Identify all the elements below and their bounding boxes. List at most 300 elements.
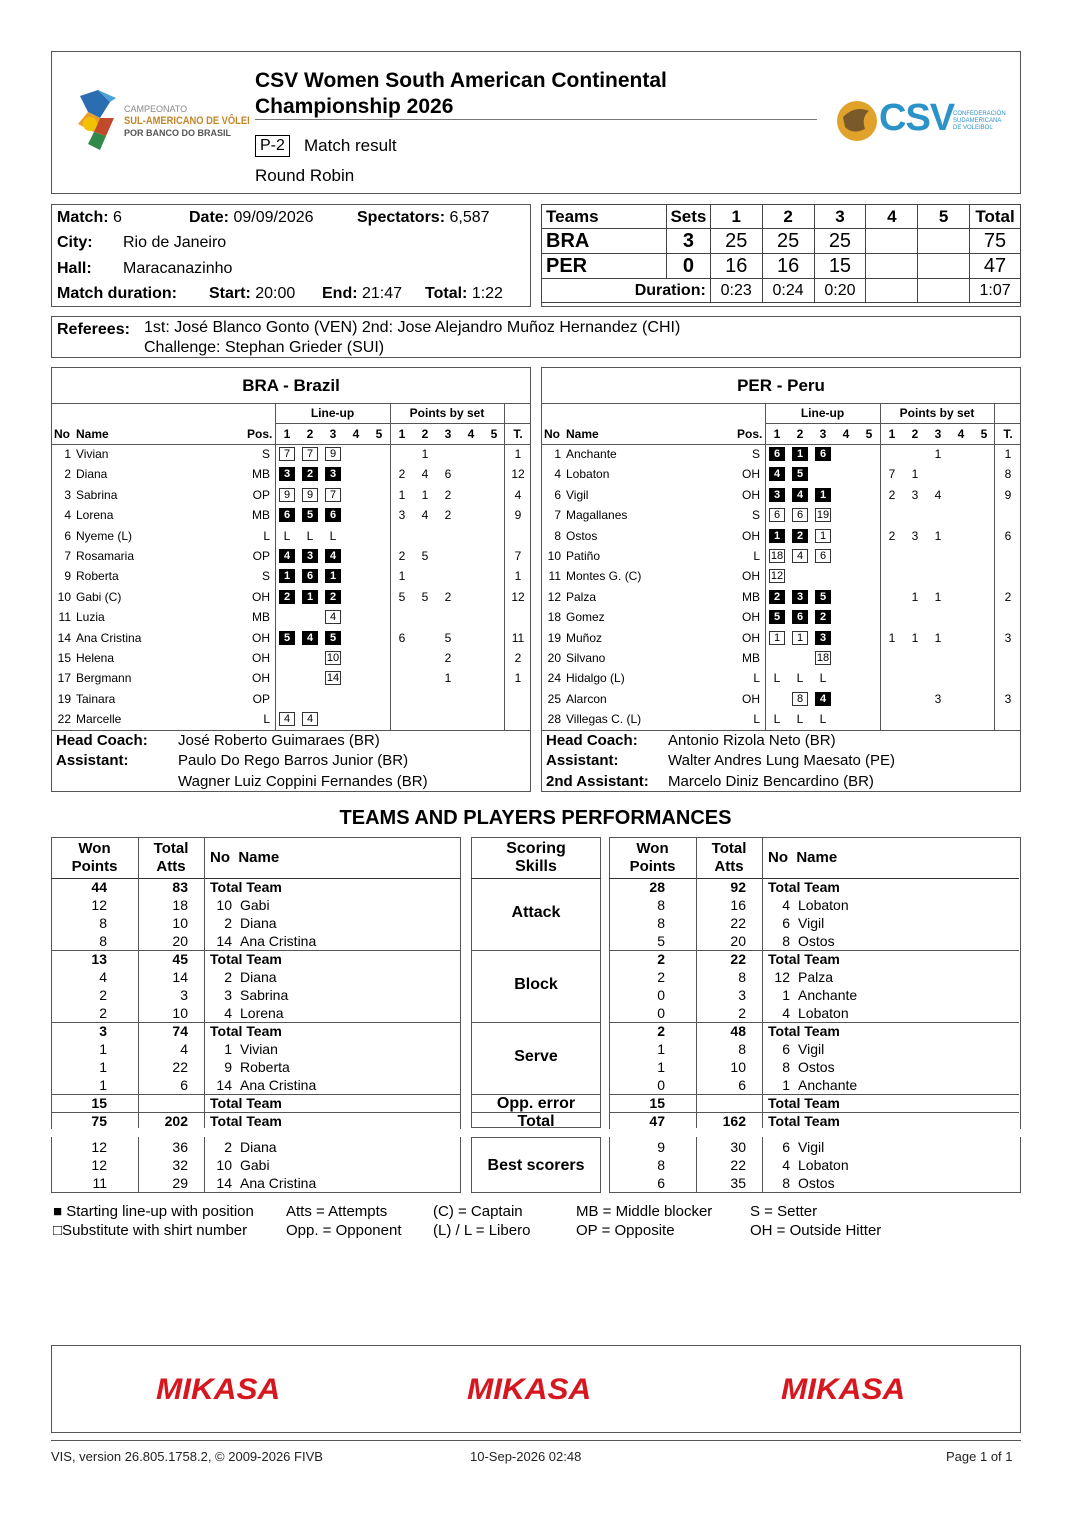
table-rule (51, 403, 531, 404)
player-number: 4 (64, 508, 71, 523)
won-points: 2 (657, 1023, 665, 1039)
set-duration: 0:23 (710, 279, 762, 303)
won-points: 12 (91, 1139, 107, 1155)
result-hdr-set2: 2 (762, 205, 814, 229)
total-attempts: 74 (172, 1023, 188, 1039)
csv-sub-1: CONFEDERACIÓN (953, 111, 1006, 117)
won-header-line1: Won (78, 840, 111, 857)
player-number: 4 (554, 467, 561, 482)
total-attempts: 6 (180, 1077, 188, 1093)
city-value: Rio de Janeiro (123, 234, 227, 251)
player-name: Vigil (798, 1041, 825, 1057)
team-label: Total Team (768, 951, 840, 967)
points-in-set: 2 (444, 589, 452, 604)
atts-header-line2: Atts (714, 858, 744, 875)
player-number: 1 (782, 987, 790, 1003)
points-in-set: 4 (421, 467, 429, 482)
substitute-number: 12 (770, 570, 784, 583)
player-total-points: 4 (514, 487, 522, 502)
starting-position: 6 (792, 610, 808, 624)
player-number: 2 (224, 915, 232, 931)
team-total-row (51, 1112, 461, 1130)
starting-position: 2 (325, 590, 341, 604)
page-title (255, 68, 815, 120)
second-assistant-name: Wagner Luiz Coppini Fernandes (BR) (178, 773, 428, 790)
player-perf-row (51, 1004, 461, 1022)
bra-team-title: BRA - Brazil (242, 376, 340, 395)
result-hdr-set1: 1 (710, 205, 762, 229)
team-total-row (609, 950, 1019, 968)
player-row (541, 587, 1021, 607)
player-name: Montes G. (C) (566, 569, 642, 584)
result-hdr-sets: Sets (667, 205, 711, 229)
player-row (51, 526, 531, 546)
result-hdr-set3: 3 (814, 205, 866, 229)
col-header-name: Name (76, 427, 109, 441)
points-in-set: 1 (934, 528, 942, 543)
col-header-lineup-set: 4 (352, 427, 360, 441)
player-row (51, 566, 531, 586)
player-name: Anchante (798, 987, 858, 1003)
starting-position: 6 (769, 447, 785, 461)
player-position: OP (252, 487, 270, 502)
points-in-set: 3 (398, 508, 406, 523)
player-number: 2 (64, 467, 71, 482)
result-duration-row (542, 279, 1021, 303)
points-in-set: 1 (888, 630, 896, 645)
starting-position: 4 (279, 549, 295, 563)
player-name: Diana (76, 467, 108, 482)
player-position: S (751, 508, 760, 523)
legend-item: (L) / L = Libero (433, 1222, 531, 1239)
referees-line-1: 1st: José Blanco Gonto (VEN) 2nd: Jose Alejandro Muñoz Hernandez (CHI) (144, 319, 681, 336)
group-rule (471, 950, 601, 951)
won-points: 0 (657, 1005, 665, 1021)
title-rule (255, 119, 817, 120)
player-number: 11 (548, 569, 561, 584)
col-header-lineup-set: 1 (283, 427, 291, 441)
player-name: Anchante (566, 447, 617, 461)
team-label: Total Team (210, 1023, 282, 1039)
col-header-lineup-set: 4 (842, 427, 850, 441)
legend-item: Atts = Attempts (286, 1203, 388, 1220)
col-header-lineup-set: 3 (329, 427, 337, 441)
player-number: 25 (547, 691, 561, 706)
player-position: OH (742, 630, 760, 645)
player-row (541, 689, 1021, 709)
player-total-points: 9 (1004, 487, 1012, 502)
player-number: 15 (57, 651, 71, 665)
libero-mark: L (819, 671, 827, 686)
starting-position: 1 (302, 590, 318, 604)
result-set-score: 25 (710, 229, 762, 254)
head-coach-label: Head Coach: (546, 732, 638, 749)
player-position: OP (252, 549, 270, 563)
total-attempts: 22 (730, 915, 746, 931)
player-total-points: 6 (1004, 528, 1012, 543)
starting-position: 6 (279, 508, 295, 522)
col-header-lineup-set: 5 (375, 427, 383, 441)
player-name: Vigil (798, 1139, 825, 1155)
player-number: 3 (224, 987, 232, 1003)
footer-rule (51, 1440, 1021, 1441)
player-name: Roberta (76, 569, 119, 584)
substitute-number: 18 (816, 652, 830, 664)
col-header-pos: Pos. (737, 427, 763, 441)
legend-item: (C) = Captain (433, 1203, 523, 1220)
substitute-number: 4 (302, 712, 318, 726)
col-header-points-set: 5 (980, 427, 988, 441)
starting-position: 6 (325, 508, 341, 522)
won-points: 1 (657, 1059, 665, 1075)
player-name: Hidalgo (L) (566, 671, 625, 686)
skill-attack: Attack (511, 904, 561, 921)
assistant-coach-label: Assistant: (546, 752, 619, 769)
player-number: 7 (64, 549, 71, 563)
team-total-row (609, 878, 1019, 896)
match-number-row (57, 208, 122, 228)
player-row (51, 668, 531, 688)
result-sets: 3 (667, 229, 711, 254)
table-rule (275, 423, 531, 424)
player-position: L (263, 528, 270, 543)
player-position: OH (252, 671, 270, 686)
player-number: 17 (57, 671, 71, 686)
player-number: 11 (58, 610, 71, 625)
player-name: Rosamaria (76, 549, 135, 563)
player-row (51, 587, 531, 607)
player-number: 6 (554, 487, 561, 502)
player-number: 28 (547, 712, 561, 727)
won-points: 3 (99, 1023, 107, 1039)
no-name-header: No Name (768, 849, 838, 866)
substitute-number: 6 (815, 549, 831, 563)
player-row (541, 628, 1021, 648)
substitute-number: 10 (326, 652, 340, 664)
player-row (51, 485, 531, 505)
championship-logo-icon (70, 88, 130, 154)
player-name: Vigil (566, 487, 589, 502)
player-total-points: 3 (1004, 630, 1012, 645)
won-points-header (609, 840, 696, 876)
result-team: PER (542, 254, 667, 279)
player-number: 6 (782, 915, 790, 931)
points-in-set: 1 (934, 589, 942, 604)
player-name: Ana Cristina (240, 1077, 317, 1093)
starting-position: 3 (792, 590, 808, 604)
head-coach-name: José Roberto Guimaraes (BR) (178, 732, 380, 749)
won-points: 47 (649, 1113, 665, 1129)
points-in-set: 1 (911, 589, 919, 604)
player-name: Gabi (240, 897, 270, 913)
result-hdr-total: Total (970, 205, 1021, 229)
player-name: Vigil (798, 915, 825, 931)
points-in-set: 3 (934, 691, 942, 706)
player-row (51, 628, 531, 648)
player-perf-row (609, 1004, 1019, 1022)
player-number: 1 (782, 1077, 790, 1093)
team-label: Total Team (210, 1113, 282, 1129)
player-number: 14 (216, 1077, 232, 1093)
player-name: Lorena (76, 508, 114, 523)
substitute-number: 4 (279, 712, 295, 726)
starting-position: 2 (815, 610, 831, 624)
points-in-set: 4 (421, 508, 429, 523)
player-name: Ostos (566, 528, 598, 543)
footer-timestamp: 10-Sep-2026 02:48 (470, 1449, 582, 1464)
logo-text-2: SUL-AMERICANO DE VÔLEI (124, 115, 250, 127)
player-number: 8 (782, 1059, 790, 1075)
total-attempts: 10 (730, 1059, 746, 1075)
player-number: 1 (554, 447, 561, 461)
result-hdr-teams: Teams (542, 205, 667, 229)
team-label: Total Team (768, 1023, 840, 1039)
match-number: 6 (113, 209, 122, 226)
points-in-set: 5 (421, 549, 429, 563)
won-points: 15 (649, 1095, 665, 1111)
player-position: OH (252, 589, 270, 604)
points-in-set: 1 (934, 630, 942, 645)
total-attempts: 202 (164, 1113, 188, 1129)
player-name: Lobaton (798, 1005, 849, 1021)
substitute-number: 9 (279, 488, 295, 502)
player-perf-row (51, 914, 461, 932)
won-points: 4 (99, 969, 107, 985)
legend-item: OH = Outside Hitter (750, 1222, 882, 1239)
hall-value: Maracanazinho (123, 260, 233, 277)
team-label: Total Team (768, 1095, 840, 1111)
team-label: Total Team (210, 951, 282, 967)
col-header-points-set: 4 (957, 427, 965, 441)
player-perf-row (609, 1040, 1019, 1058)
player-row (51, 689, 531, 709)
player-perf-row (51, 1040, 461, 1058)
player-total-points: 1 (1004, 447, 1012, 461)
legend-item: MB = Middle blocker (576, 1203, 713, 1220)
skills-header-line1: Scoring (506, 840, 566, 857)
won-points: 44 (91, 879, 107, 895)
points-in-set: 1 (911, 467, 919, 482)
won-header-line2: Points (629, 858, 676, 875)
csv-logo-icon (835, 99, 879, 143)
player-name: Ana Cristina (240, 1175, 317, 1191)
spectators-row (357, 208, 490, 228)
points-in-set: 2 (444, 487, 452, 502)
player-perf-row (609, 1156, 1019, 1174)
end-time: 21:47 (362, 285, 403, 302)
substitute-number: 7 (302, 447, 318, 461)
points-by-set-header: Points by set (899, 406, 975, 420)
player-total-points: 2 (514, 651, 522, 665)
won-points: 13 (91, 951, 107, 967)
legend-item: OP = Opposite (576, 1222, 675, 1239)
total-attempts: 8 (738, 969, 746, 985)
col-header-lineup-set: 1 (773, 427, 781, 441)
col-header-lineup-set: 5 (865, 427, 873, 441)
player-total-points: 2 (1004, 589, 1012, 604)
player-row (51, 648, 531, 668)
player-name: Magallanes (566, 508, 628, 523)
duration-label-cell: Duration: (542, 279, 711, 303)
city-row (57, 233, 93, 253)
starting-position: 1 (815, 488, 831, 502)
col-header-points-set: 3 (444, 427, 452, 441)
lineup-header: Line-up (310, 406, 355, 420)
player-total-points: 11 (511, 630, 525, 645)
total-attempts: 3 (738, 987, 746, 1003)
sponsor-logo: MIKASA (781, 1373, 906, 1406)
player-total-points: 12 (511, 467, 525, 482)
team-label: Total Team (768, 879, 840, 895)
start-time: 20:00 (255, 285, 296, 302)
player-number: 9 (64, 569, 71, 584)
substitute-number: 6 (792, 508, 808, 522)
substitute-number: 9 (302, 488, 318, 502)
starting-position: 5 (279, 631, 295, 645)
won-points: 6 (657, 1175, 665, 1191)
libero-mark: L (773, 671, 781, 686)
set-duration (918, 279, 970, 303)
player-row (541, 505, 1021, 525)
result-hdr-set4: 4 (866, 205, 918, 229)
points-in-set: 6 (398, 630, 406, 645)
end-label: End: (322, 285, 358, 302)
starting-position: 5 (815, 590, 831, 604)
col-header-pos: Pos. (247, 427, 273, 441)
player-name: Marcelle (76, 712, 122, 727)
player-perf-row (51, 1174, 461, 1192)
player-name: Sabrina (240, 987, 289, 1003)
won-points: 9 (657, 1139, 665, 1155)
title-line-1: CSV Women South American Continental (255, 69, 667, 92)
won-points: 1 (99, 1041, 107, 1057)
starting-position: 1 (769, 529, 785, 543)
libero-mark: L (796, 712, 804, 727)
scoring-skills-header (471, 840, 601, 876)
set-duration (866, 279, 918, 303)
result-set-score: 16 (762, 254, 814, 279)
starting-position: 4 (769, 467, 785, 481)
set-duration: 0:20 (814, 279, 866, 303)
total-attempts: 16 (730, 897, 746, 913)
atts-header-line2: Atts (156, 858, 186, 875)
won-points: 8 (657, 915, 665, 931)
player-number: 10 (216, 1157, 232, 1173)
player-name: Diana (240, 1139, 277, 1155)
skill-best-scorers: Best scorers (487, 1157, 585, 1174)
player-name: Ostos (798, 1175, 835, 1191)
player-name: Nyeme (L) (76, 528, 133, 543)
total-label: Total: (425, 285, 468, 302)
player-number: 7 (554, 508, 561, 523)
substitute-number: 7 (325, 488, 341, 502)
won-points: 2 (99, 987, 107, 1003)
starting-position: 3 (815, 631, 831, 645)
points-in-set: 2 (398, 549, 406, 563)
player-position: L (753, 549, 760, 563)
team-total-row (609, 1022, 1019, 1040)
points-in-set: 2 (444, 651, 452, 665)
date-label: Date: (189, 209, 230, 226)
points-in-set: 1 (398, 487, 406, 502)
player-position: S (751, 447, 760, 461)
report-code: P-2 (255, 135, 290, 157)
player-total-points: 9 (514, 508, 522, 523)
duration-label: Match duration: (57, 285, 177, 302)
libero-mark: L (796, 671, 804, 686)
logo-text-3: POR BANCO DO BRASIL (124, 128, 232, 138)
player-position: MB (252, 610, 270, 625)
total-atts-header (696, 840, 762, 876)
col-header-lineup-set: 2 (306, 427, 314, 441)
player-name: Ana Cristina (240, 933, 317, 949)
won-points: 12 (91, 1157, 107, 1173)
player-position: OH (742, 569, 760, 584)
championship-logo (70, 88, 250, 158)
total-attempts: 22 (730, 951, 746, 967)
col-header-lineup-set: 3 (819, 427, 827, 441)
player-perf-row (609, 896, 1019, 914)
player-number: 6 (782, 1139, 790, 1155)
team-label: Total Team (768, 1113, 840, 1129)
match-date: 09/09/2026 (233, 209, 314, 226)
player-number: 12 (547, 589, 561, 604)
starting-position: 4 (815, 692, 831, 706)
player-row (541, 668, 1021, 688)
points-in-set: 1 (421, 487, 429, 502)
col-header-name: Name (566, 427, 599, 441)
substitute-number: 9 (325, 447, 341, 461)
csv-sub-2: SUDAMERICANA (953, 118, 1002, 124)
player-perf-row (609, 914, 1019, 932)
phase-name: Round Robin (255, 166, 355, 185)
player-position: L (753, 671, 760, 686)
col-header-points-set: 2 (911, 427, 919, 441)
match-label: Match: (57, 209, 109, 226)
legend-item: S = Setter (750, 1203, 818, 1220)
col-header-points-set: 1 (398, 427, 406, 441)
player-position: MB (252, 508, 270, 523)
player-name: Silvano (566, 651, 606, 665)
hall-label: Hall: (57, 260, 92, 277)
spectators-label: Spectators: (357, 209, 446, 226)
starting-position: 2 (792, 529, 808, 543)
total-atts-header (138, 840, 204, 876)
player-number: 10 (216, 897, 232, 913)
player-number: 14 (216, 933, 232, 949)
referees-label-text: Referees: (57, 321, 130, 338)
player-number: 12 (774, 969, 790, 985)
footer-version: VIS, version 26.805.1758.2, © 2009-2026 FIVB (51, 1449, 323, 1464)
starting-position: 5 (302, 508, 318, 522)
player-total-points: 3 (1004, 691, 1012, 706)
starting-position: 6 (302, 569, 318, 583)
group-rule (471, 1022, 601, 1023)
legend-item: ■ Starting line-up with position (53, 1203, 254, 1220)
player-name: Vivian (76, 447, 109, 461)
player-position: OH (742, 691, 760, 706)
second-assistant-name: Marcelo Diniz Bencardino (BR) (668, 773, 874, 790)
total-attempts: 92 (730, 879, 746, 895)
player-perf-row (51, 1156, 461, 1174)
start-row (209, 284, 295, 304)
substitute-number: 18 (770, 550, 784, 562)
team-total-row (609, 1094, 1019, 1112)
player-number: 3 (64, 487, 71, 502)
player-number: 4 (224, 1005, 232, 1021)
libero-mark: L (773, 712, 781, 727)
perf-header-rule (471, 878, 601, 879)
